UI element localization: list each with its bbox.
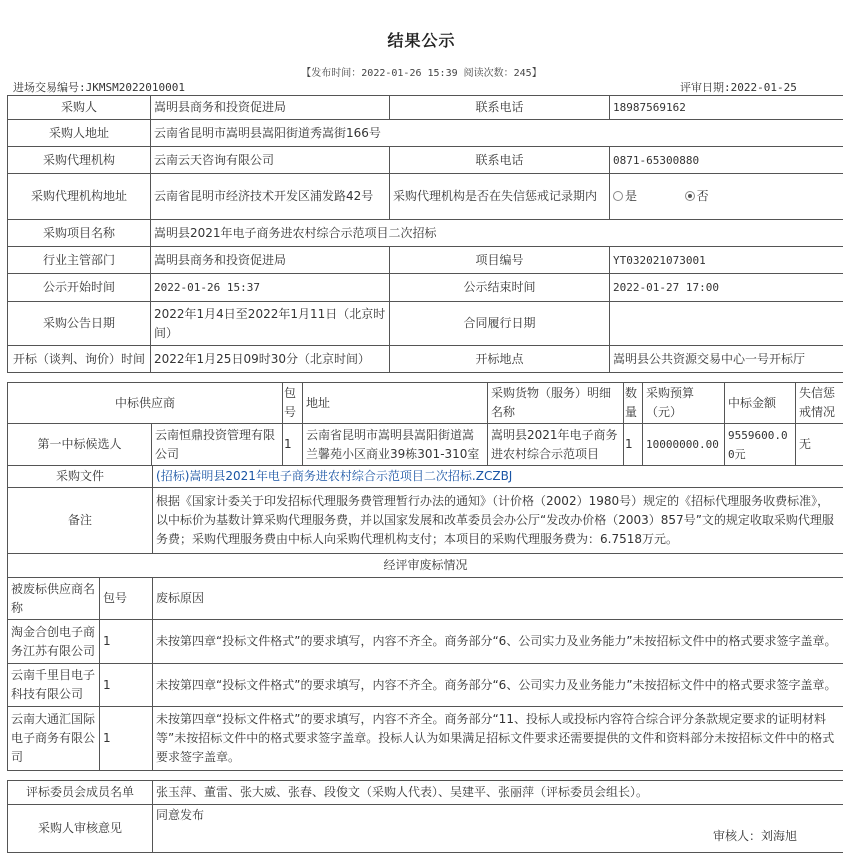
disq-pkg: 1: [100, 664, 153, 707]
project-name-label: 采购项目名称: [8, 220, 151, 247]
project-name-value: 嵩明县2021年电子商务进农村综合示范项目二次招标: [151, 220, 843, 247]
disq-header-row: [8, 578, 843, 620]
section-row: [8, 554, 843, 578]
dishonest-label: 采购代理机构是否在失信惩戒记录期内: [390, 174, 610, 220]
notice-date-value: 2022年1月4日至2022年1月11日（北京时间）: [151, 302, 390, 346]
winner-header-supplier: 中标供应商: [8, 383, 283, 424]
winner-item: 嵩明县2021年电子商务进农村综合示范项目: [488, 424, 624, 466]
winner-header-pkg: 包号: [283, 383, 303, 424]
project-no-value: YT032021073001: [610, 247, 843, 274]
disq-name: 云南大通汇国际电子商务有限公司: [8, 707, 100, 771]
doc-label: 采购文件: [8, 466, 153, 488]
dishonest-options: [610, 174, 843, 220]
review-opinion: 同意发布: [156, 808, 204, 822]
disq-pkg: 1: [100, 620, 153, 664]
purchaser-addr-label: 采购人地址: [8, 120, 151, 147]
winner-pkg: 1: [283, 424, 303, 466]
winner-header-amount: 中标金额: [725, 383, 796, 424]
purchaser-phone-label: 联系电话: [390, 96, 610, 120]
agency-phone-label: 联系电话: [390, 147, 610, 174]
table-row: [8, 620, 843, 664]
info-row-purchaser: [8, 96, 843, 120]
winner-header-row: [8, 383, 843, 424]
start-value: 2022-01-26 15:37: [151, 274, 390, 302]
winner-header-item: 采购货物（服务）明细名称: [488, 383, 624, 424]
review-date-label: 评审日期:: [680, 81, 731, 94]
auditor: [713, 827, 797, 846]
purchaser-phone-value: 18987569162: [610, 96, 843, 120]
bid-time-label: 开标（谈判、询价）时间: [8, 346, 151, 373]
disq-header-name: 被废标供应商名称: [8, 578, 100, 620]
purchaser-label: 采购人: [8, 96, 151, 120]
contract-value: [610, 302, 843, 346]
publish-meta: 【发布时间：2022-01-26 15:39 阅读次数：245】: [0, 64, 843, 79]
page-title: 结果公示: [0, 28, 843, 51]
info-row-period: [8, 274, 843, 302]
notice-date-label: 采购公告日期: [8, 302, 151, 346]
winner-amount: 9559600.00元: [725, 424, 796, 466]
winner-supplier: 云南恒鼎投资管理有限公司: [152, 424, 283, 466]
info-table: [7, 95, 843, 373]
disq-pkg: 1: [100, 707, 153, 771]
start-label: 公示开始时间: [8, 274, 151, 302]
review-date-value: 2022-01-25: [731, 81, 797, 94]
dept-label: 行业主管部门: [8, 247, 151, 274]
project-no-label: 项目编号: [390, 247, 610, 274]
doc-cell: [153, 466, 843, 488]
bid-time-value: 2022年1月25日09时30分（北京时间）: [151, 346, 390, 373]
info-row-dept: [8, 247, 843, 274]
section-title: 经评审废标情况: [8, 554, 843, 578]
committee-row: [8, 781, 843, 805]
winner-qty: 1: [624, 424, 643, 466]
disq-header-pkg: 包号: [100, 578, 153, 620]
committee-label: 评标委员会成员名单: [8, 781, 153, 805]
trade-code-label: 进场交易编号:: [13, 81, 86, 94]
contract-label: 合同履行日期: [390, 302, 610, 346]
table-row: [8, 707, 843, 771]
radio-yes[interactable]: [613, 191, 623, 201]
disq-reason: 未按第四章“投标文件格式”的要求填写，内容不齐全。商务部分“6、公司实力及业务能力”未按招标文件中的格式要求签字盖章。: [153, 620, 843, 664]
agency-value: 云南云天咨询有限公司: [151, 147, 390, 174]
radio-yes-label: 是: [625, 189, 637, 203]
committee-table: [7, 780, 843, 853]
committee-members: 张玉萍、董雷、张大威、张春、段俊文（采购人代表）、吴建平、张丽萍（评标委员会组长）。: [153, 781, 843, 805]
remark-value: 根据《国家计委关于印发招标代理服务费管理暂行办法的通知》（计价格（2002）1980号）规定的《招标代理服务收费标准》，以中标价为基数计算采购代理服务费，并以国家发展和改革委员会办公厅“发改办价格（2003）857号”文的规定收取采购代理服务费；采购代理服务费由中标人向采购代理机构支付；本项目的采购代理服务费为：6.7518万元。: [153, 488, 843, 554]
purchaser-addr-value: 云南省昆明市嵩明县嵩阳街道秀嵩街166号: [151, 120, 843, 147]
review-date: [680, 79, 797, 95]
disq-name: 云南千里目电子科技有限公司: [8, 664, 100, 707]
winner-dishonest: 无: [796, 424, 843, 466]
auditor-label: 审核人：: [713, 829, 761, 843]
review-row: [8, 805, 843, 853]
remark-row: [8, 488, 843, 554]
winner-header-address: 地址: [303, 383, 488, 424]
info-row-notice-date: [8, 302, 843, 346]
disq-header-reason: 废标原因: [153, 578, 843, 620]
winner-rank: 第一中标候选人: [8, 424, 152, 466]
winner-table: [7, 382, 843, 466]
radio-no-label: 否: [697, 189, 709, 203]
docs-table: [7, 465, 843, 771]
trade-code-value: JKMSM2022010001: [86, 81, 185, 94]
info-row-purchaser-addr: [8, 120, 843, 147]
winner-row: [8, 424, 843, 466]
end-label: 公示结束时间: [390, 274, 610, 302]
winner-address: 云南省昆明市嵩明县嵩阳街道嵩兰馨苑小区商业39栋301-310室: [303, 424, 488, 466]
agency-label: 采购代理机构: [8, 147, 151, 174]
winner-header-qty: 数量: [624, 383, 643, 424]
winner-header-dishonest: 失信惩戒情况: [796, 383, 843, 424]
end-value: 2022-01-27 17:00: [610, 274, 843, 302]
agency-phone-value: 0871-65300880: [610, 147, 843, 174]
bid-place-value: 嵩明县公共资源交易中心一号开标厅: [610, 346, 843, 373]
dept-value: 嵩明县商务和投资促进局: [151, 247, 390, 274]
bid-place-label: 开标地点: [390, 346, 610, 373]
winner-header-budget: 采购预算（元）: [643, 383, 725, 424]
table-row: [8, 664, 843, 707]
info-row-bid: [8, 346, 843, 373]
info-row-project-name: [8, 220, 843, 247]
doc-row: [8, 466, 843, 488]
purchaser-value: 嵩明县商务和投资促进局: [151, 96, 390, 120]
review-label: 采购人审核意见: [8, 805, 153, 853]
info-row-agency: [8, 147, 843, 174]
agency-addr-label: 采购代理机构地址: [8, 174, 151, 220]
agency-addr-value: 云南省昆明市经济技术开发区浦发路42号: [151, 174, 390, 220]
radio-no[interactable]: [685, 191, 695, 201]
trade-code: [13, 79, 185, 95]
info-row-agency-addr: [8, 174, 843, 220]
doc-link[interactable]: (招标)嵩明县2021年电子商务进农村综合示范项目二次招标.ZCZBJ: [156, 469, 512, 483]
disq-name: 淘金合创电子商务江苏有限公司: [8, 620, 100, 664]
review-cell: [153, 805, 843, 853]
disq-reason: 未按第四章“投标文件格式”的要求填写，内容不齐全。商务部分“11、投标人或投标内容符合综合评分条款规定要求的证明材料等”未按招标文件中的格式要求签字盖章。投标人认为如果满足招标文件要求还需要提供的文件和资料部分未按招标文件中的格式要求签字盖章。: [153, 707, 843, 771]
auditor-name: 刘海旭: [761, 829, 797, 843]
disq-reason: 未按第四章“投标文件格式”的要求填写，内容不齐全。商务部分“6、公司实力及业务能力”未按招标文件中的格式要求签字盖章。: [153, 664, 843, 707]
remark-label: 备注: [8, 488, 153, 554]
winner-budget: 10000000.00: [643, 424, 725, 466]
